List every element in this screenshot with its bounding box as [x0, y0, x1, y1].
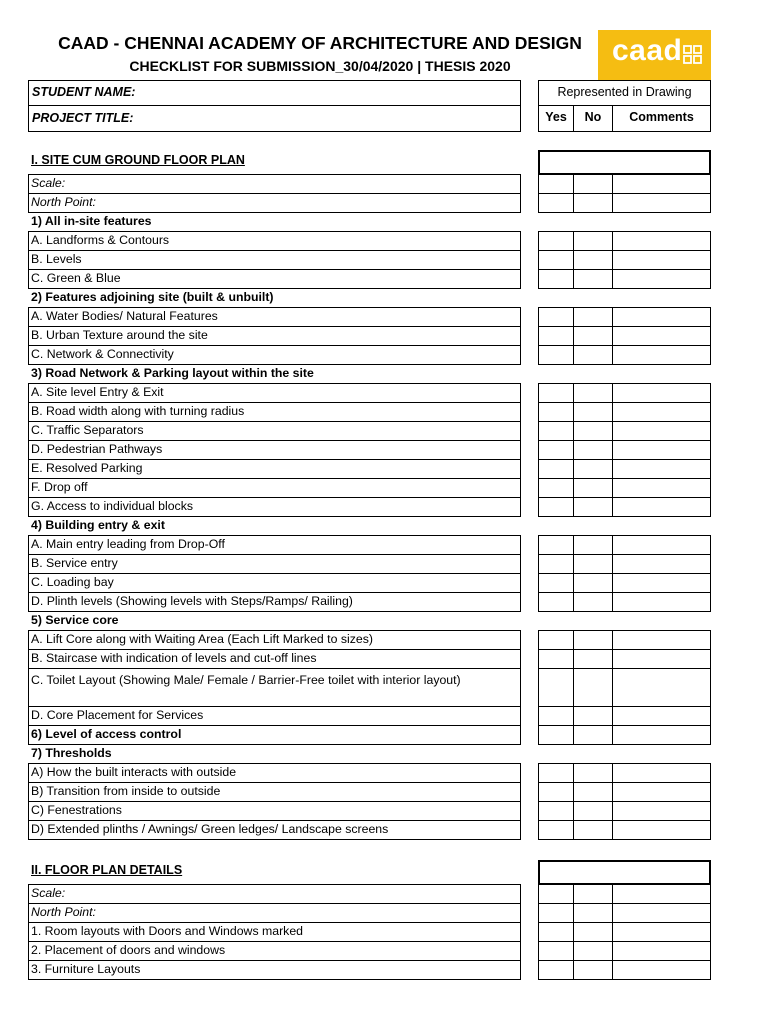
no-checkbox-cell[interactable] — [573, 903, 613, 923]
no-checkbox-cell[interactable] — [573, 345, 613, 365]
comments-cell[interactable] — [612, 884, 711, 904]
yes-checkbox-cell[interactable] — [538, 763, 574, 783]
no-checkbox-cell[interactable] — [573, 326, 613, 346]
checklist-item-label: Scale: — [31, 176, 66, 190]
yes-checkbox-cell[interactable] — [538, 383, 574, 403]
yes-checkbox-cell[interactable] — [538, 592, 574, 612]
comments-cell[interactable] — [612, 440, 711, 460]
document-subtitle: CHECKLIST FOR SUBMISSION_30/04/2020 | THESIS 2020 — [129, 58, 511, 74]
yes-checkbox-cell[interactable] — [538, 174, 574, 194]
checklist-item-label: G. Access to individual blocks — [31, 499, 193, 513]
no-checkbox-cell[interactable] — [573, 820, 613, 840]
comments-cell[interactable] — [612, 269, 711, 289]
section-title: I. SITE CUM GROUND FLOOR PLAN — [31, 153, 245, 167]
checklist-item-label: E. Resolved Parking — [31, 461, 143, 475]
caad-logo — [598, 30, 711, 80]
no-checkbox-cell[interactable] — [573, 801, 613, 821]
comments-cell[interactable] — [612, 725, 711, 745]
yes-checkbox-cell[interactable] — [538, 884, 574, 904]
yes-checkbox-cell[interactable] — [538, 345, 574, 365]
represented-in-drawing-label: Represented in Drawing — [557, 85, 692, 99]
yes-checkbox-cell[interactable] — [538, 193, 574, 213]
checklist-item-label: D. Core Placement for Services — [31, 708, 204, 722]
yes-checkbox-cell[interactable] — [538, 941, 574, 961]
no-checkbox-cell[interactable] — [573, 649, 613, 669]
yes-checkbox-cell[interactable] — [538, 250, 574, 270]
row-label-cell — [28, 884, 521, 904]
no-label: No — [584, 110, 602, 124]
no-checkbox-cell[interactable] — [573, 668, 613, 707]
no-checkbox-cell[interactable] — [573, 421, 613, 441]
no-checkbox-cell[interactable] — [573, 497, 613, 517]
comments-cell[interactable] — [612, 307, 711, 327]
checklist-item-label: C. Toilet Layout (Showing Male/ Female / Barrier-Free toilet with interior layout) — [31, 673, 461, 687]
no-checkbox-cell[interactable] — [573, 269, 613, 289]
no-checkbox-cell[interactable] — [573, 440, 613, 460]
no-checkbox-cell[interactable] — [573, 592, 613, 612]
checklist-item-label: B. Service entry — [31, 556, 118, 570]
checklist-item-label: B. Staircase with indication of levels and cut-off lines — [31, 651, 317, 665]
row-label-cell — [28, 903, 521, 923]
section-title: II. FLOOR PLAN DETAILS — [31, 863, 183, 877]
comments-cell[interactable] — [612, 706, 711, 726]
no-checkbox-cell[interactable] — [573, 231, 613, 251]
checklist-item-label: B. Road width along with turning radius — [31, 404, 245, 418]
no-checkbox-cell[interactable] — [573, 250, 613, 270]
checklist-item-label: A. Landforms & Contours — [31, 233, 170, 247]
no-checkbox-cell[interactable] — [573, 459, 613, 479]
comments-cell[interactable] — [612, 497, 711, 517]
comments-cell[interactable] — [612, 592, 711, 612]
comments-cell[interactable] — [612, 922, 711, 942]
comments-cell[interactable] — [612, 630, 711, 650]
checklist-item-label: C. Network & Connectivity — [31, 347, 174, 361]
checklist-item-label: C. Traffic Separators — [31, 423, 144, 437]
section-header-box — [538, 860, 711, 885]
checklist-item-label: A. Lift Core along with Waiting Area (Each Lift Marked to sizes) — [31, 632, 373, 646]
yes-checkbox-cell[interactable] — [538, 960, 574, 980]
checklist-item-label: F. Drop off — [31, 480, 88, 494]
checklist-item-label: D. Pedestrian Pathways — [31, 442, 163, 456]
comments-cell[interactable] — [612, 459, 711, 479]
yes-checkbox-cell[interactable] — [538, 231, 574, 251]
group-heading: 1) All in-site features — [31, 214, 152, 228]
yes-checkbox-cell[interactable] — [538, 554, 574, 574]
comments-cell[interactable] — [612, 402, 711, 422]
yes-checkbox-cell[interactable] — [538, 922, 574, 942]
yes-checkbox-cell[interactable] — [538, 307, 574, 327]
logo-grid-icon — [683, 45, 703, 65]
logo-wordmark: caad — [612, 34, 683, 67]
checklist-item-label: North Point: — [31, 905, 96, 919]
checklist-item-label: C. Loading bay — [31, 575, 114, 589]
comments-cell[interactable] — [612, 903, 711, 923]
checklist-item-label: C. Green & Blue — [31, 271, 121, 285]
no-checkbox-cell[interactable] — [573, 941, 613, 961]
comments-cell[interactable] — [612, 174, 711, 194]
yes-checkbox-cell[interactable] — [538, 459, 574, 479]
no-checkbox-cell[interactable] — [573, 193, 613, 213]
yes-checkbox-cell[interactable] — [538, 421, 574, 441]
checklist-item-label: B. Urban Texture around the site — [31, 328, 208, 342]
no-checkbox-cell[interactable] — [573, 960, 613, 980]
no-checkbox-cell[interactable] — [573, 782, 613, 802]
row-label-cell — [28, 250, 521, 270]
no-checkbox-cell[interactable] — [573, 478, 613, 498]
comments-cell[interactable] — [612, 478, 711, 498]
checklist-item-label: 3. Furniture Layouts — [31, 962, 141, 976]
no-checkbox-cell[interactable] — [573, 630, 613, 650]
yes-checkbox-cell[interactable] — [538, 801, 574, 821]
yes-checkbox-cell[interactable] — [538, 402, 574, 422]
comments-cell[interactable] — [612, 345, 711, 365]
comments-cell[interactable] — [612, 668, 711, 707]
no-checkbox-cell[interactable] — [573, 922, 613, 942]
no-checkbox-cell[interactable] — [573, 573, 613, 593]
comments-cell[interactable] — [612, 801, 711, 821]
comments-cell[interactable] — [612, 554, 711, 574]
checklist-item-label: A. Site level Entry & Exit — [31, 385, 164, 399]
group-heading: 4) Building entry & exit — [31, 518, 165, 532]
row-label-cell — [28, 193, 521, 213]
yes-checkbox-cell[interactable] — [538, 573, 574, 593]
yes-label: Yes — [545, 110, 567, 124]
group-heading: 7) Thresholds — [31, 746, 112, 760]
comments-cell[interactable] — [612, 960, 711, 980]
yes-checkbox-cell[interactable] — [538, 535, 574, 555]
group-heading: 5) Service core — [31, 613, 119, 627]
checklist-item-label: B. Levels — [31, 252, 82, 266]
comments-cell[interactable] — [612, 941, 711, 961]
comments-cell[interactable] — [612, 231, 711, 251]
checklist-item-label: 2. Placement of doors and windows — [31, 943, 226, 957]
no-checkbox-cell[interactable] — [573, 174, 613, 194]
checklist-item-label: B) Transition from inside to outside — [31, 784, 221, 798]
yes-checkbox-cell[interactable] — [538, 326, 574, 346]
checklist-item-label: D. Plinth levels (Showing levels with Steps/Ramps/ Railing) — [31, 594, 353, 608]
comments-cell[interactable] — [612, 535, 711, 555]
yes-checkbox-cell[interactable] — [538, 820, 574, 840]
group-heading: 6) Level of access control — [31, 727, 182, 741]
checklist-item-label: D) Extended plinths / Awnings/ Green ledges/ Landscape screens — [31, 822, 389, 836]
no-checkbox-cell[interactable] — [573, 884, 613, 904]
yes-checkbox-cell[interactable] — [538, 497, 574, 517]
yes-checkbox-cell[interactable] — [538, 782, 574, 802]
yes-checkbox-cell[interactable] — [538, 668, 574, 707]
comments-cell[interactable] — [612, 820, 711, 840]
no-checkbox-cell[interactable] — [573, 725, 613, 745]
no-checkbox-cell[interactable] — [573, 402, 613, 422]
yes-checkbox-cell[interactable] — [538, 725, 574, 745]
checklist-item-label: A. Water Bodies/ Natural Features — [31, 309, 218, 323]
comments-label: Comments — [629, 110, 694, 124]
checklist-item-label: Scale: — [31, 886, 66, 900]
yes-checkbox-cell[interactable] — [538, 903, 574, 923]
yes-checkbox-cell[interactable] — [538, 440, 574, 460]
row-label-cell — [28, 478, 521, 498]
checklist-item-label: A) How the built interacts with outside — [31, 765, 237, 779]
project-title-label: PROJECT TITLE: — [32, 111, 134, 125]
row-label-cell — [28, 174, 521, 194]
checklist-item-label: A. Main entry leading from Drop-Off — [31, 537, 225, 551]
no-checkbox-cell[interactable] — [573, 535, 613, 555]
comments-cell[interactable] — [612, 573, 711, 593]
comments-cell[interactable] — [612, 383, 711, 403]
comments-cell[interactable] — [612, 326, 711, 346]
group-heading: 2) Features adjoining site (built & unbuilt) — [31, 290, 274, 304]
yes-checkbox-cell[interactable] — [538, 478, 574, 498]
comments-cell[interactable] — [612, 250, 711, 270]
checklist-item-label: North Point: — [31, 195, 96, 209]
no-checkbox-cell[interactable] — [573, 383, 613, 403]
yes-checkbox-cell[interactable] — [538, 630, 574, 650]
yes-checkbox-cell[interactable] — [538, 649, 574, 669]
no-checkbox-cell[interactable] — [573, 763, 613, 783]
checklist-item-label: 1. Room layouts with Doors and Windows marked — [31, 924, 304, 938]
comments-cell[interactable] — [612, 782, 711, 802]
group-heading: 3) Road Network & Parking layout within the site — [31, 366, 314, 380]
section-header-box — [538, 150, 711, 175]
no-checkbox-cell[interactable] — [573, 554, 613, 574]
no-checkbox-cell[interactable] — [573, 706, 613, 726]
document-title: CAAD - CHENNAI ACADEMY OF ARCHITECTURE AND DESIGN — [58, 33, 582, 53]
yes-checkbox-cell[interactable] — [538, 269, 574, 289]
checklist-item-label: C) Fenestrations — [31, 803, 122, 817]
yes-checkbox-cell[interactable] — [538, 706, 574, 726]
comments-cell[interactable] — [612, 193, 711, 213]
no-checkbox-cell[interactable] — [573, 307, 613, 327]
comments-cell[interactable] — [612, 421, 711, 441]
student-name-label: STUDENT NAME: — [32, 85, 136, 99]
comments-cell[interactable] — [612, 649, 711, 669]
comments-cell[interactable] — [612, 763, 711, 783]
